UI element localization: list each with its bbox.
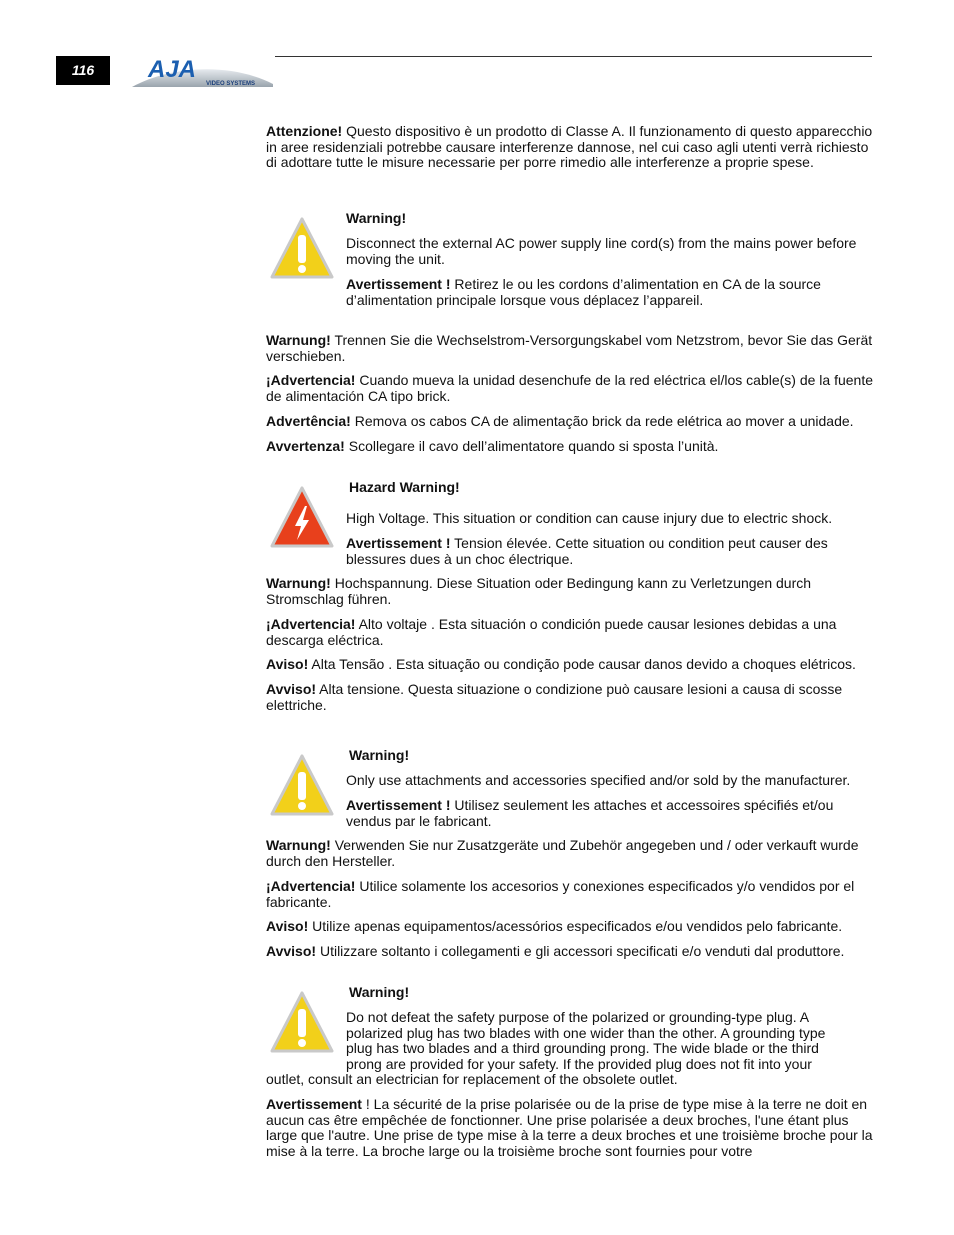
caution-triangle-icon (268, 215, 336, 283)
warning-3-portuguese: Aviso! Utilize apenas equipamentos/acessórios especificados e/ou vendidos pelo fabricante. (266, 918, 843, 934)
warning-4-english: Do not defeat the safety purpose of the polarized or grounding-type plug. A polarized plug has two blades with one wider than the other. A grounding type plug has two blades and a third grounding prong. The wide blade or the third prong are provided for your safety. If the provided plug does not fit into your (346, 1009, 826, 1072)
warning-1-german: Warnung! Trennen Sie die Wechselstrom-Versorgungskabel vom Netzstrom, bevor Sie das Gerät verschieben. (266, 332, 873, 364)
header-rule (275, 56, 872, 57)
aja-logo (130, 56, 275, 88)
warning-1-english: Disconnect the external AC power supply line cord(s) from the mains power before moving the unit. (346, 235, 857, 267)
warning-2-spanish: ¡Advertencia! Alto voltaje . Esta situación o condición puede causar lesiones debidas a una descarga eléctrica. (266, 616, 837, 648)
warning-3-spanish: ¡Advertencia! Utilice solamente los accesorios y conexiones especificados y/o vendidos por el fabricante. (266, 878, 855, 910)
warning-2-english: High Voltage. This situation or condition can cause injury due to electric shock. (346, 510, 833, 526)
warning-4-french: Avertissement ! La sécurité de la prise polarisée ou de la prise de type mise à la terre ne doit en aucun cas être empêchée de fonctionner. Une prise polarisée a deux broches, l'une étant plus large que l'autre. Une prise de type mise à la terre a deux broches et une troisième broche pour la mise à la terre. La broche large ou la troisième broche sont fournies pour votre (266, 1096, 873, 1159)
warning-2-portuguese: Aviso! Alta Tensão . Esta situação ou condição pode causar danos devido a choques elétricos. (266, 656, 856, 672)
warning-1-french: Avertissement ! Retirez le ou les cordons d’alimentation en CA de la source d’alimentation principale lorsque vous déplacez l’appareil. (346, 276, 821, 308)
notice-italian: Attenzione! Questo dispositivo è un prodotto di Classe A. Il funzionamento di questo apparecchio in aree residenziali potrebbe causare interferenze dannose, nel cui caso agli utenti verrà richiesto di adottare tutte le misure necessarie per porre rimedio alle interferenze a proprie spese. (266, 123, 873, 171)
svg-text:AJA: AJA (148, 56, 197, 83)
warning-3-german: Warnung! Verwenden Sie nur Zusatzgeräte und Zubehör angegeben und / oder verkauft wurde durch den Hersteller. (266, 837, 859, 869)
warning-1-portuguese: Advertência! Remova os cabos CA de alimentação brick da rede elétrica ao mover a unidade. (266, 413, 854, 429)
warning-2-italian: Avviso! Alta tensione. Questa situazione o condizione può causare lesioni a causa di scosse elettriche. (266, 681, 843, 713)
caution-triangle-icon (268, 989, 336, 1057)
svg-text:VIDEO SYSTEMS: VIDEO SYSTEMS (206, 81, 256, 87)
warning-2-french: Avertissement ! Tension élevée. Cette situation ou condition peut causer des blessures dues à un choc électrique. (346, 535, 828, 567)
warning-3-english: Only use attachments and accessories specified and/or sold by the manufacturer. (346, 772, 851, 788)
warning-1-italian: Avvertenza! Scollegare il cavo dell’alimentatore quando si sposta l’unità. (266, 438, 719, 454)
warning-3-french: Avertissement ! Utilisez seulement les attaches et accessoires spécifiés et/ou vendus par le fabricant. (346, 797, 834, 829)
warning-3-italian: Avviso! Utilizzare soltanto i collegamenti e gli accessori specificati e/o venduti dal produttore. (266, 943, 845, 959)
warning-2-title: Hazard Warning! (349, 479, 460, 495)
warning-4-english-last-line: outlet, consult an electrician for replacement of the obsolete outlet. (266, 1071, 678, 1087)
warning-4-title: Warning! (349, 984, 410, 1000)
page-number: 116 (56, 56, 110, 85)
warning-1-title: Warning! (346, 210, 407, 226)
high-voltage-triangle-icon (268, 484, 336, 552)
warning-2-german: Warnung! Hochspannung. Diese Situation oder Bedingung kann zu Verletzungen durch Stromschlag führen. (266, 575, 812, 607)
warning-1-spanish: ¡Advertencia! Cuando mueva la unidad desenchufe de la red eléctrica el/los cable(s) de la fuente de alimentación CA tipo brick. (266, 372, 874, 404)
warning-3-title: Warning! (349, 747, 410, 763)
caution-triangle-icon (268, 752, 336, 820)
